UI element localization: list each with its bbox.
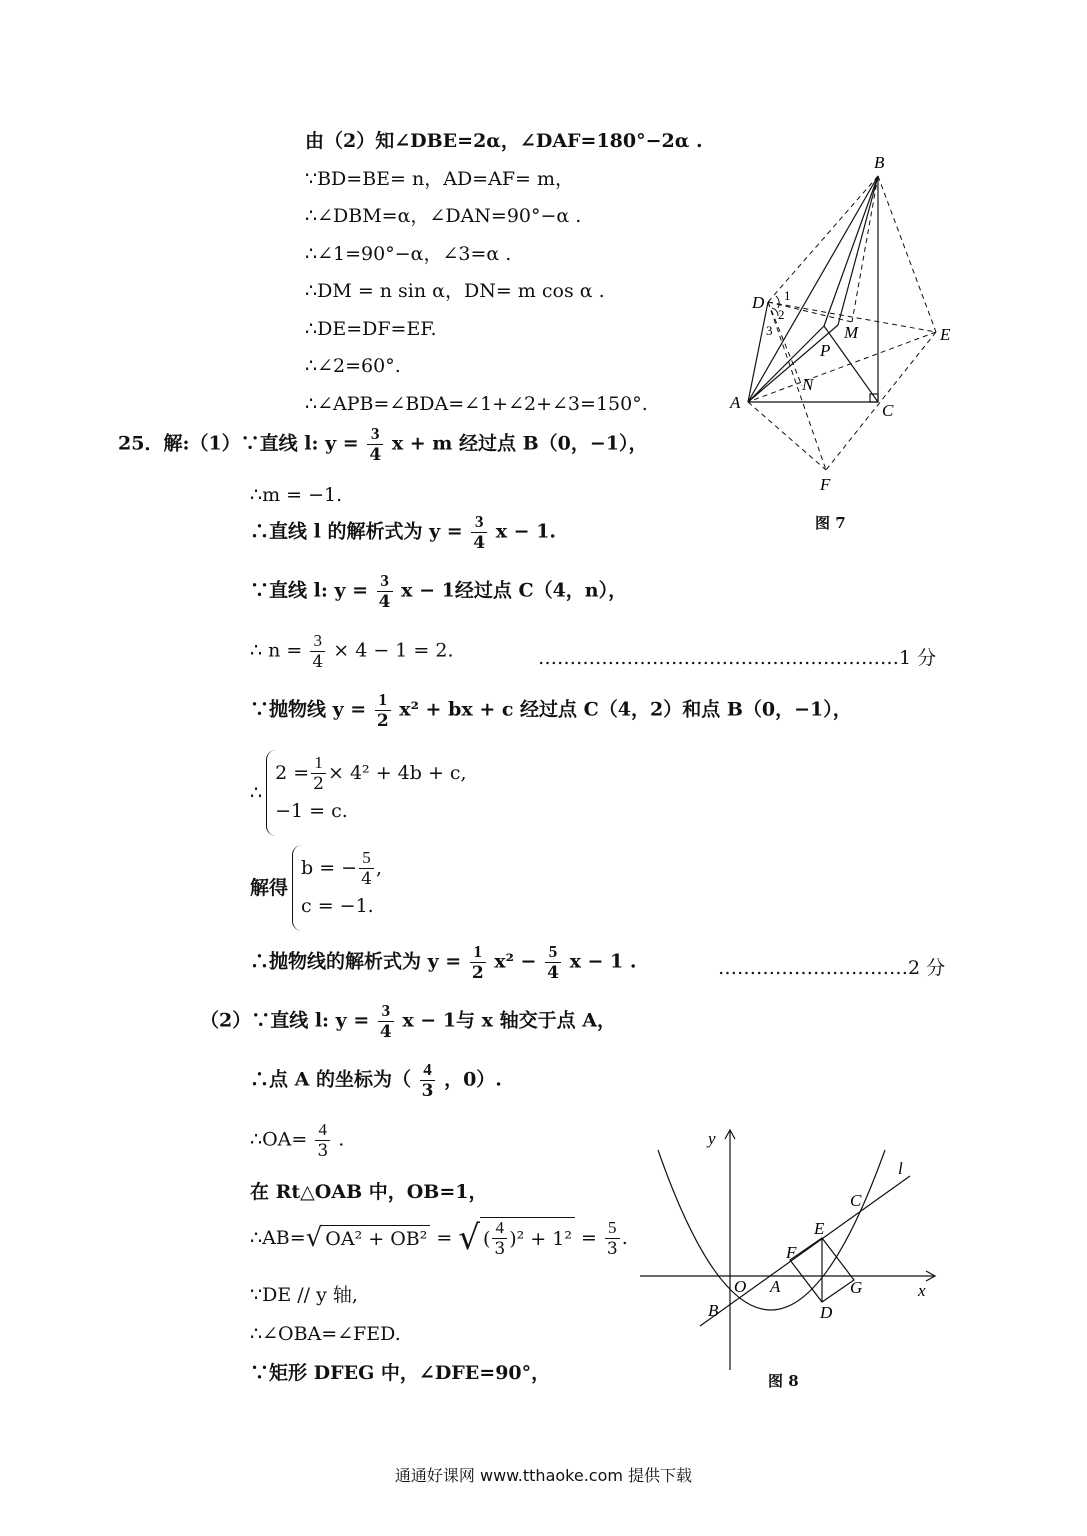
score-2: …………………………2 分 — [718, 957, 946, 979]
fig7-label-E: E — [940, 325, 951, 344]
fig8-label-G: G — [850, 1278, 863, 1297]
fig7-label-F: F — [820, 475, 831, 494]
fig8-label-F: F — [786, 1243, 797, 1262]
line-1: 由（2）知∠DBE=2α，∠DAF=180°−2α . — [305, 130, 703, 152]
fig8-label-C: C — [850, 1191, 862, 1210]
fraction-3-4: $\frac{3}{4}$ — [312, 631, 324, 672]
m-line: ∴m = −1. — [250, 484, 343, 506]
system-1: ∴ 2 = $\frac{1}{2}$ × 4² + 4b + c, −1 = c. — [250, 750, 467, 836]
q25-line — [118, 424, 648, 465]
fig7-label-C: C — [882, 401, 894, 420]
system-2: 解得 b = − $\frac{5}{4}$ , c = −1. — [250, 845, 382, 931]
q25-prefix: 25．解:（1）∵直线 l: y = — [118, 432, 359, 455]
fig8-caption: 图 8 — [768, 1372, 799, 1390]
fig7-label-B: B — [874, 153, 885, 172]
fig7-label-A: A — [730, 393, 741, 412]
parabola-expr-line: ∴抛物线的解析式为 y = $\frac{1}{2}$ x² − $\frac{5}{4}$ x − 1 . — [250, 942, 637, 983]
fig8-label-O: O — [734, 1277, 747, 1296]
fraction-3-4: $\frac{3}{4}$ — [379, 1001, 392, 1042]
fraction-4-3: $\frac{4}{3}$ — [421, 1060, 434, 1101]
line-8: ∴∠APB=∠BDA=∠1+∠2+∠3=150°. — [305, 393, 648, 415]
fraction-3-4: $\frac{3}{4}$ — [378, 571, 391, 612]
line-3: ∴∠DBM=α，∠DAN=90°−α . — [305, 205, 582, 227]
fraction-5-4: $\frac{5}{4}$ — [547, 942, 559, 983]
n-line: ∴ n = $\frac{3}{4}$ × 4 − 1 = 2. — [250, 631, 454, 672]
fraction-1-2: $\frac{1}{2}$ — [471, 942, 484, 983]
fraction-1-2: $\frac{1}{2}$ — [376, 690, 389, 731]
fig8-label-l: l — [898, 1159, 903, 1178]
DE-line: ∵DE // y 轴, — [250, 1284, 358, 1306]
fig8-label-A: A — [770, 1277, 781, 1296]
line-5: ∴DM = n sin α，DN= m cos α . — [305, 280, 605, 302]
fig8-label-E: E — [814, 1219, 825, 1238]
fraction-5-4: $\frac{5}{4}$ — [361, 847, 372, 889]
line-2: ∵BD=BE= n，AD=AF= m， — [305, 168, 574, 190]
rect-line: ∵矩形 DFEG 中，∠DFE=90°， — [250, 1362, 551, 1384]
line-4: ∴∠1=90°−α，∠3=α . — [305, 243, 512, 265]
OA-line: ∴OA= $\frac{4}{3}$ . — [250, 1120, 345, 1161]
fig8-label-D: D — [820, 1303, 833, 1322]
fig7-label-N: N — [802, 375, 814, 394]
rt-line: 在 Rt△OAB 中，OB=1， — [250, 1181, 488, 1203]
score-1: …………………………………………………1 分 — [538, 647, 937, 669]
lC-line: ∵直线 l: y = $\frac{3}{4}$ x − 1经过点 C（4，n）， — [250, 571, 628, 612]
fraction-5-3: $\frac{5}{3}$ — [606, 1217, 618, 1259]
part2-line: （2）∵直线 l: y = $\frac{3}{4}$ x − 1与 x 轴交于点 A， — [200, 1001, 616, 1042]
AB-line: ∴AB= √ OA² + OB² = √ ( $\frac{4}{3}$ )² + 1² = $\frac{5}{3}$ . — [250, 1217, 628, 1259]
fig7-caption: 图 7 — [815, 514, 846, 532]
figure-7 — [720, 150, 990, 500]
OBA-line: ∴∠OBA=∠FED. — [250, 1323, 401, 1345]
fraction-4-3: $\frac{4}{3}$ — [494, 1218, 506, 1259]
fig7-label-D: D — [752, 293, 765, 312]
fig7-angle-2: 2 — [778, 307, 785, 322]
fig7-label-P: P — [820, 341, 831, 360]
q25-suffix: x + m 经过点 B（0，−1）， — [391, 432, 648, 455]
parabola-line: ∵抛物线 y = $\frac{1}{2}$ x² + bx + c 经过点 C（4，2）和点 B（0，−1）， — [250, 690, 852, 731]
point-A-line: ∴点 A 的坐标为（ $\frac{4}{3}$ ，0）. — [250, 1060, 502, 1101]
fig7-label-M: M — [844, 323, 859, 342]
fig8-label-y: y — [708, 1129, 716, 1148]
figure-8 — [630, 1120, 950, 1370]
l-expr-line: ∴直线 l 的解析式为 y = $\frac{3}{4}$ x − 1. — [250, 512, 557, 553]
fraction-4-3: $\frac{4}{3}$ — [317, 1120, 329, 1161]
fraction-3-4: $\frac{3}{4}$ — [473, 512, 486, 553]
fig7-angle-3: 3 — [766, 323, 773, 338]
fig8-label-B: B — [708, 1301, 719, 1320]
fraction-1-2: $\frac{1}{2}$ — [313, 752, 324, 794]
line-6: ∴DE=DF=EF. — [305, 318, 437, 340]
fig7-angle-1: 1 — [784, 288, 791, 303]
line-7: ∴∠2=60°. — [305, 355, 401, 377]
fraction-3-4: $\frac{3}{4}$ — [369, 424, 382, 465]
fig8-label-x: x — [918, 1281, 926, 1300]
footer: 通通好课网 www.tthaoke.com 提供下载 — [394, 1466, 693, 1485]
